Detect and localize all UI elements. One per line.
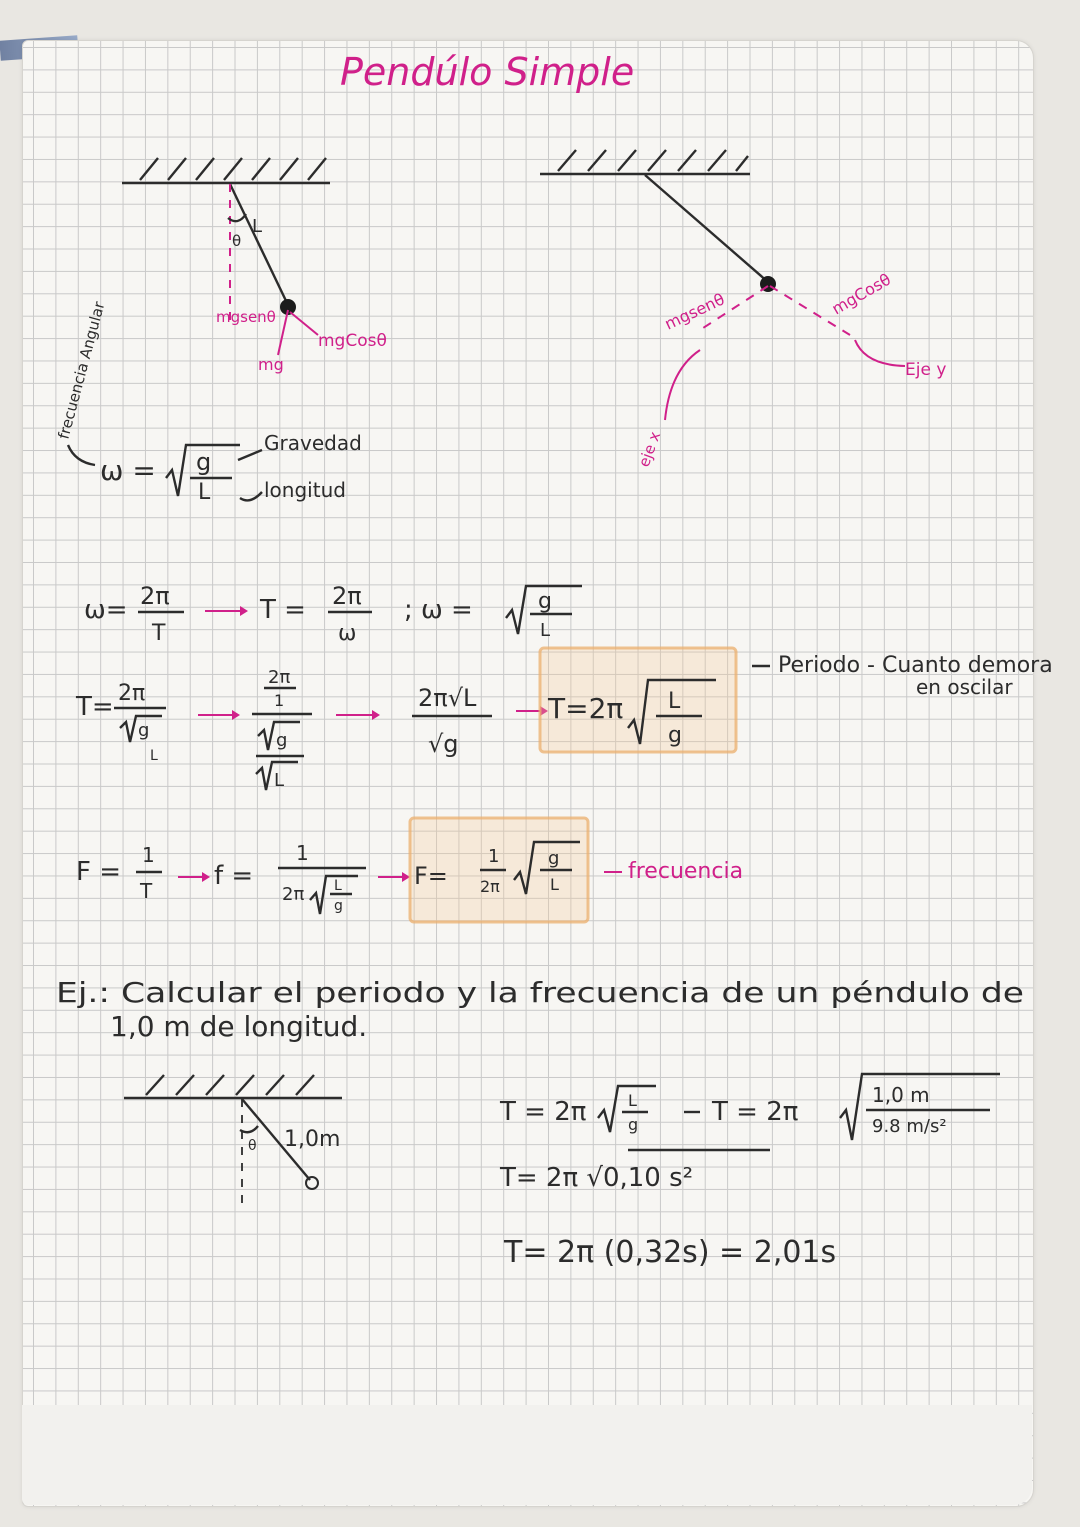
weight-label: mg	[258, 355, 284, 374]
row3-L: L	[334, 878, 342, 894]
row1-omega: ω=	[84, 595, 128, 625]
row3-one-b: 1	[296, 841, 309, 865]
pendulum-diagram-left	[122, 158, 387, 374]
row2-T-eq: T=	[76, 692, 114, 722]
pendulum-diagram-right	[540, 150, 946, 469]
angle-label: θ	[232, 232, 242, 250]
frequency-note: frecuencia	[628, 859, 744, 884]
row2-two-pi-b: 2π	[268, 667, 291, 688]
row1-T-eq: T =	[260, 595, 306, 625]
example-eq2: T= 2π √0,10 s²	[500, 1163, 694, 1193]
angular-frequency-formula	[100, 431, 362, 505]
example-eq3: T= 2π (0,32s) = 2,01s	[504, 1235, 837, 1270]
row3-two-pi: 2π	[282, 884, 305, 905]
example-length-label: 1,0m	[284, 1127, 341, 1152]
example-eq1b-den: 9.8 m/s²	[872, 1116, 947, 1137]
example-eq1-num: L	[628, 1091, 637, 1110]
row1-g: g	[538, 589, 552, 614]
note-gravity: Gravedad	[264, 431, 362, 455]
omega-num: g	[196, 448, 212, 476]
row3-T: T	[140, 879, 153, 903]
row2-result: T=2π	[548, 692, 624, 725]
period-derivation-row-1	[84, 582, 582, 646]
force-radial-label: mgCosθ	[828, 269, 895, 319]
row3-result-one: 1	[488, 846, 500, 867]
example-pendulum-bob	[306, 1177, 318, 1189]
row2-two-pi: 2π	[118, 681, 146, 706]
ceiling-hatch	[558, 150, 748, 171]
row1-two-pi: 2π	[140, 582, 170, 610]
example-eq1b: T = 2π	[712, 1097, 799, 1127]
row3-f-eq: f =	[214, 861, 254, 891]
pendulum-string	[645, 175, 768, 282]
row2-sqrt-g: √g	[428, 730, 459, 758]
force-tangential-label: mgsenθ	[216, 308, 276, 326]
page-title: Pendúlo Simple	[340, 50, 635, 94]
period-note: Periodo - Cuanto demora	[778, 653, 1053, 678]
row2-L-small: L	[150, 748, 158, 764]
row2-one: 1	[274, 691, 285, 710]
row2-two-pi-sqrt-l: 2π√L	[418, 684, 477, 712]
axis-y-label: Eje y	[905, 360, 947, 380]
force-radial-label: mgCosθ	[318, 331, 387, 351]
row2-result-den: g	[668, 723, 682, 748]
row3-one: 1	[142, 843, 155, 867]
force-tangential-label: mgsenθ	[661, 289, 728, 334]
omega-den: L	[198, 480, 211, 505]
row1-sep: ; ω =	[404, 595, 473, 625]
example-angle-label: θ	[248, 1138, 257, 1154]
row3-result: F=	[414, 862, 448, 890]
note-length: longitud	[264, 478, 346, 502]
row2-L-b: L	[274, 770, 285, 791]
row3-result-g: g	[548, 848, 560, 869]
example-eq1b-num: 1,0 m	[872, 1083, 930, 1107]
row1-L: L	[540, 620, 551, 641]
ceiling-hatch	[140, 158, 326, 180]
omega-lhs: ω =	[100, 454, 156, 487]
axis-x-label: eje x	[634, 429, 665, 470]
row3-result-two-pi: 2π	[480, 877, 500, 896]
example-eq1-den: g	[628, 1115, 639, 1134]
ceiling-hatch	[146, 1075, 314, 1095]
side-note-angular-frequency: frecuencia Angular	[54, 299, 109, 442]
example-problem	[56, 976, 1024, 1270]
period-derivation-row-2	[75, 648, 1053, 791]
example-statement: Ej.: Calcular el periodo y la frecuencia de un péndulo de	[56, 976, 1024, 1009]
row2-result-num: L	[668, 689, 681, 714]
row1-two-pi-b: 2π	[332, 582, 362, 610]
row3-F-eq: F =	[76, 857, 122, 887]
example-eq1a: T = 2π	[500, 1097, 587, 1127]
row1-T: T	[152, 621, 166, 646]
row3-result-L: L	[550, 875, 559, 894]
row2-g: g	[138, 720, 150, 741]
row2-g-b: g	[276, 730, 288, 751]
period-note-line2: en oscilar	[916, 675, 1013, 699]
frequency-derivation-row	[76, 818, 743, 922]
length-label: L	[252, 216, 263, 237]
row1-omega-sym: ω	[338, 621, 357, 646]
example-statement-line2: 1,0 m de longitud.	[110, 1010, 368, 1043]
row3-g: g	[334, 898, 343, 914]
